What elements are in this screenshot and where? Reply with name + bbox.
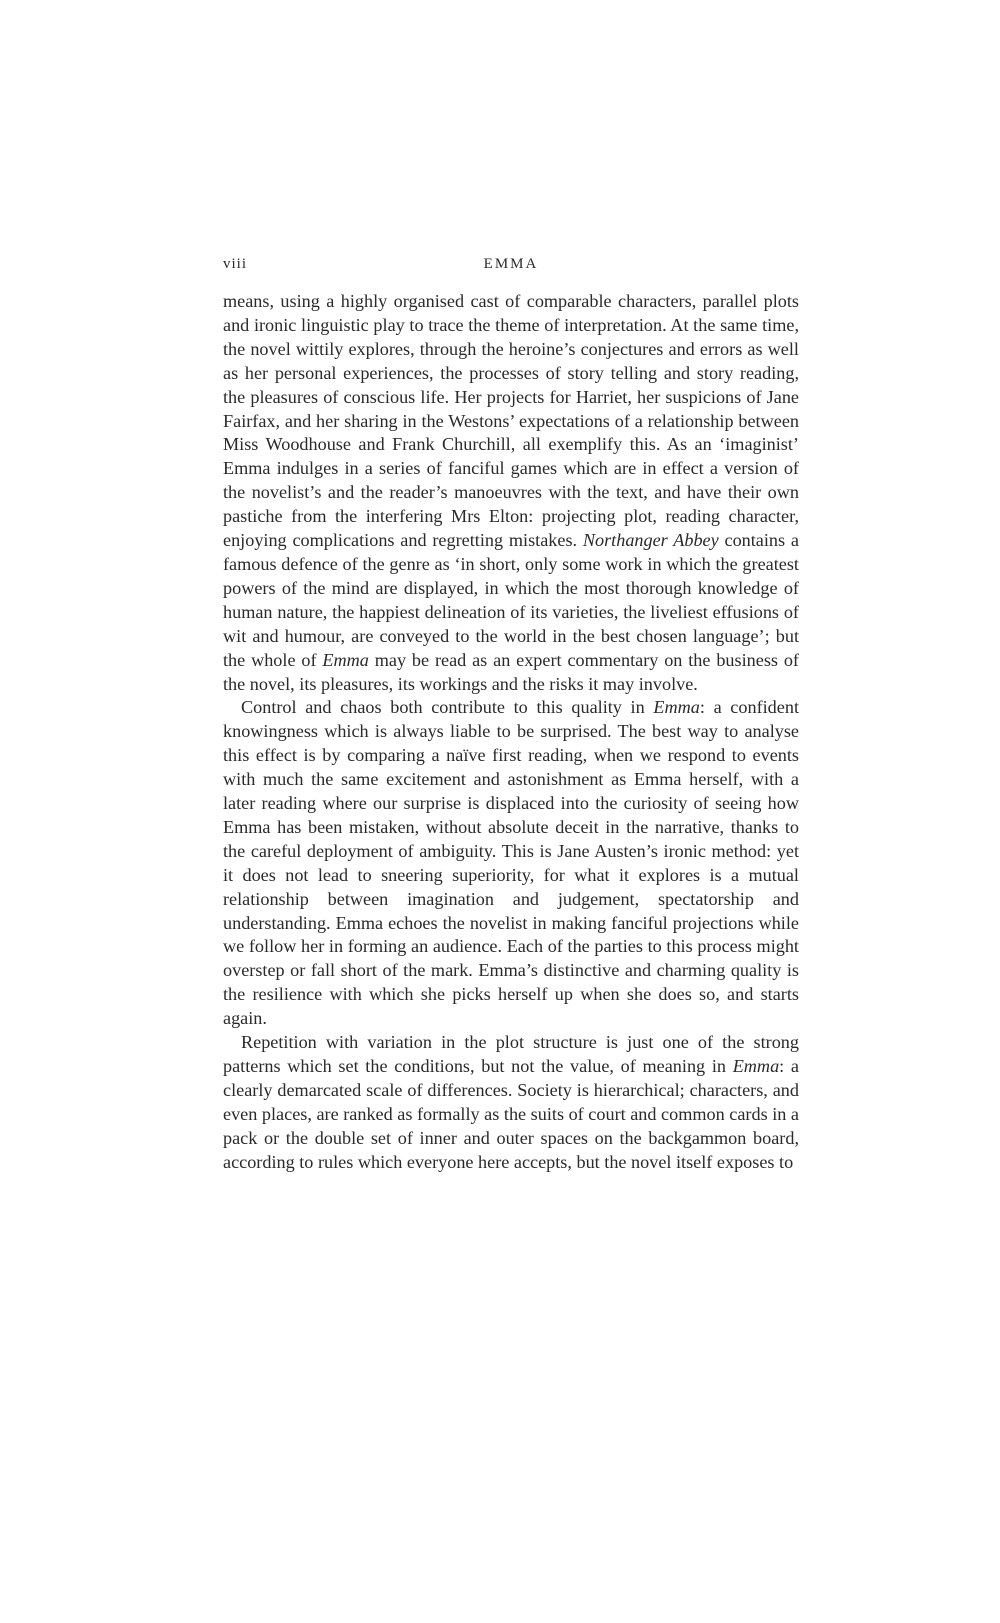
running-head (223, 256, 799, 276)
text-segment: : a clearly demarcated scale of differences. Society is hierarchical; characters, and even places, are ranked as formally as the suits of court and common cards in a pack or the double set of inner and outer spaces on the backgammon board, according to rules which everyone here accepts, but the novel itself exposes to (223, 1056, 799, 1172)
text-segment: means, using a highly organised cast of comparable characters, parallel plots and ironic linguistic play to trace the theme of interpretation. At the same time, the novel wittily explores, through the heroine’s conjectures and errors as well as her personal experiences, the processes of story telling and story reading, the pleasures of conscious life. Her projects for Harriet, her suspicions of Jane Fairfax, and her sharing in the Westons’ expectations of a relationship between Miss Woodhouse and Frank Churchill, all exemplify this. As an ‘imaginist’ Emma indulges in a series of fanciful games which are in effect a version of the novelist’s and the reader’s manoeuvres with the text, and have their own pastiche from the interfering Mrs Elton: projecting plot, reading character, enjoying complications and regretting mistakes. (223, 291, 799, 551)
book-title-northanger-abbey: Northanger Abbey (582, 530, 719, 551)
paragraph-1 (223, 290, 799, 696)
running-title: EMMA (483, 256, 539, 272)
page-number: viii (223, 256, 248, 272)
book-title-emma: Emma (653, 697, 700, 718)
text-segment: may be read as an expert commentary on the business of the novel, its pleasures, its workings and the risks it may involve. (223, 649, 799, 694)
paragraph-3 (223, 1031, 799, 1174)
paragraph-2 (223, 696, 799, 1031)
book-title-emma: Emma (322, 649, 369, 670)
text-segment: Control and chaos both contribute to this quality in (241, 697, 654, 718)
text-segment: Repetition with variation in the plot structure is just one of the strong patterns which set the conditions, but not the value, of meaning in (223, 1032, 799, 1076)
body-text (223, 290, 799, 1175)
text-segment: contains a famous defence of the genre as ‘in short, only some work in which the greatest powers of the mind are displayed, in which the most thorough knowledge of human nature, the happiest delineation of its varieties, the liveliest effusions of wit and humour, are conveyed to the world in the best chosen language’; but the whole of (223, 530, 799, 670)
book-title-emma: Emma (732, 1056, 780, 1076)
text-segment: : a confident knowingness which is always liable to be surprised. The best way to analyse this effect is by comparing a naïve first reading, when we respond to events with much the same excitement and astonishment as Emma herself, with a later reading where our surprise is displaced into the curiosity of seeing how Emma has been mistaken, without absolute deceit in the narrative, thanks to the careful deployment of ambiguity. This is Jane Austen’s ironic method: yet it does not lead to sneering superiority, for what it explores is a mutual relationship between imagination and judgement, spectatorship and understanding. Emma echoes the novelist in making fanciful projections while we follow her in forming an audience. Each of the parties to this process might overstep or fall short of the mark. Emma’s distinctive and charming quality is the resilience with which she picks herself up when she does so, and starts again. (223, 697, 799, 1029)
